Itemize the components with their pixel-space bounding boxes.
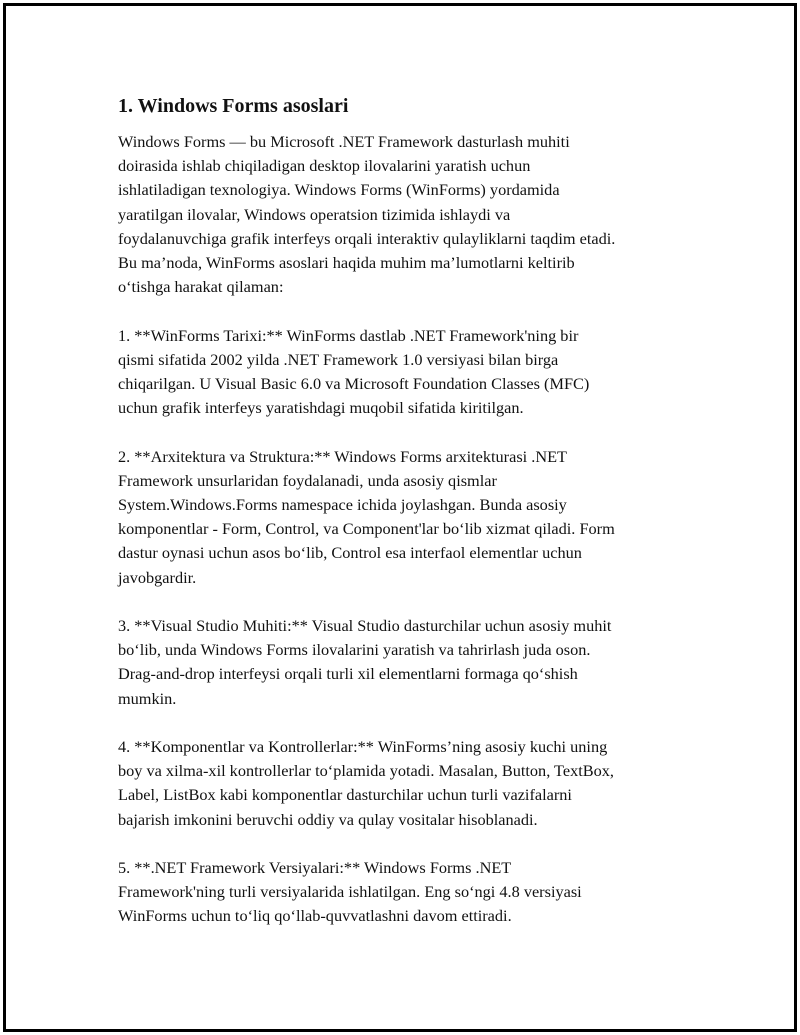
text-line: doirasida ishlab chiqiladigan desktop ilovalarini yaratish uchun	[118, 156, 531, 176]
paragraph-gap	[118, 832, 688, 856]
paragraph	[118, 445, 688, 590]
text-line: bajarish imkonini beruvchi oddiy va qulay vositalar hisoblanadi.	[118, 809, 538, 829]
document-title: 1. Windows Forms asoslari	[118, 95, 349, 117]
text-line: uchun grafik interfeys yaratishdagi muqobil sifatida kiritilgan.	[118, 398, 524, 418]
text-line: 3. **Visual Studio Muhiti:** Visual Studio dasturchilar uchun asosiy muhit	[118, 616, 612, 636]
text-line: Bu ma’noda, WinForms asoslari haqida muhim ma’lumotlarni keltirib	[118, 253, 575, 273]
paragraph-gap	[118, 299, 688, 323]
text-line: yaratilgan ilovalar, Windows operatsion tizimida ishlaydi va	[118, 204, 511, 224]
text-line: chiqarilgan. U Visual Basic 6.0 va Microsoft Foundation Classes (MFC)	[118, 374, 590, 394]
text-line: System.Windows.Forms namespace ichida joylashgan. Bunda asosiy	[118, 495, 567, 515]
text-line: mumkin.	[118, 688, 177, 708]
paragraph	[118, 324, 688, 421]
paragraph-gap	[118, 711, 688, 735]
text-line: javobgardir.	[118, 567, 197, 587]
text-line: Windows Forms — bu Microsoft .NET Framework dasturlash muhiti	[118, 132, 570, 151]
paragraph-list	[118, 130, 688, 929]
text-line: boy va xilma-xil kontrollerlar to‘plamida yotadi. Masalan, Button, TextBox,	[118, 761, 614, 781]
paragraph	[118, 735, 688, 832]
text-line: dastur oynasi uchun asos bo‘lib, Control esa interfaol elementlar uchun	[118, 543, 582, 563]
text-line: 1. **WinForms Tarixi:** WinForms dastlab .NET Framework'ning bir	[118, 325, 579, 345]
text-line: ishlatiladigan texnologiya. Windows Forms (WinForms) yordamida	[118, 180, 560, 200]
paragraph	[118, 130, 688, 299]
text-line: bo‘lib, unda Windows Forms ilovalarini yaratish va tahrirlash juda oson.	[118, 640, 591, 660]
text-line: 4. **Komponentlar va Kontrollerlar:** WinForms’ning asosiy kuchi uning	[118, 737, 608, 757]
paragraph-gap	[118, 420, 688, 444]
text-line: komponentlar - Form, Control, va Component'lar bo‘lib xizmat qiladi. Form	[118, 519, 615, 539]
text-line: 2. **Arxitektura va Struktura:** Windows Forms arxitekturasi .NET	[118, 446, 567, 466]
paragraph	[118, 614, 688, 711]
document-body	[118, 92, 688, 929]
text-line: Label, ListBox kabi komponentlar dasturchilar uchun turli vazifalarni	[118, 785, 572, 805]
text-line: 5. **.NET Framework Versiyalari:** Windows Forms .NET	[118, 858, 512, 878]
text-line: foydalanuvchiga grafik interfeys orqali interaktiv qulayliklarni taqdim etadi.	[118, 228, 616, 248]
text-line: o‘tishga harakat qilaman:	[118, 277, 284, 297]
paragraph	[118, 856, 688, 929]
text-line: WinForms uchun to‘liq qo‘llab-quvvatlashni davom ettiradi.	[118, 906, 512, 926]
text-line: qismi sifatida 2002 yilda .NET Framework 1.0 versiyasi bilan birga	[118, 349, 559, 369]
text-line: Drag-and-drop interfeysi orqali turli xil elementlarni formaga qo‘shish	[118, 664, 578, 684]
text-line: Framework'ning turli versiyalarida ishlatilgan. Eng so‘ngi 4.8 versiyasi	[118, 882, 582, 902]
paragraph-gap	[118, 590, 688, 614]
text-line: Framework unsurlaridan foydalanadi, unda asosiy qismlar	[118, 470, 497, 490]
